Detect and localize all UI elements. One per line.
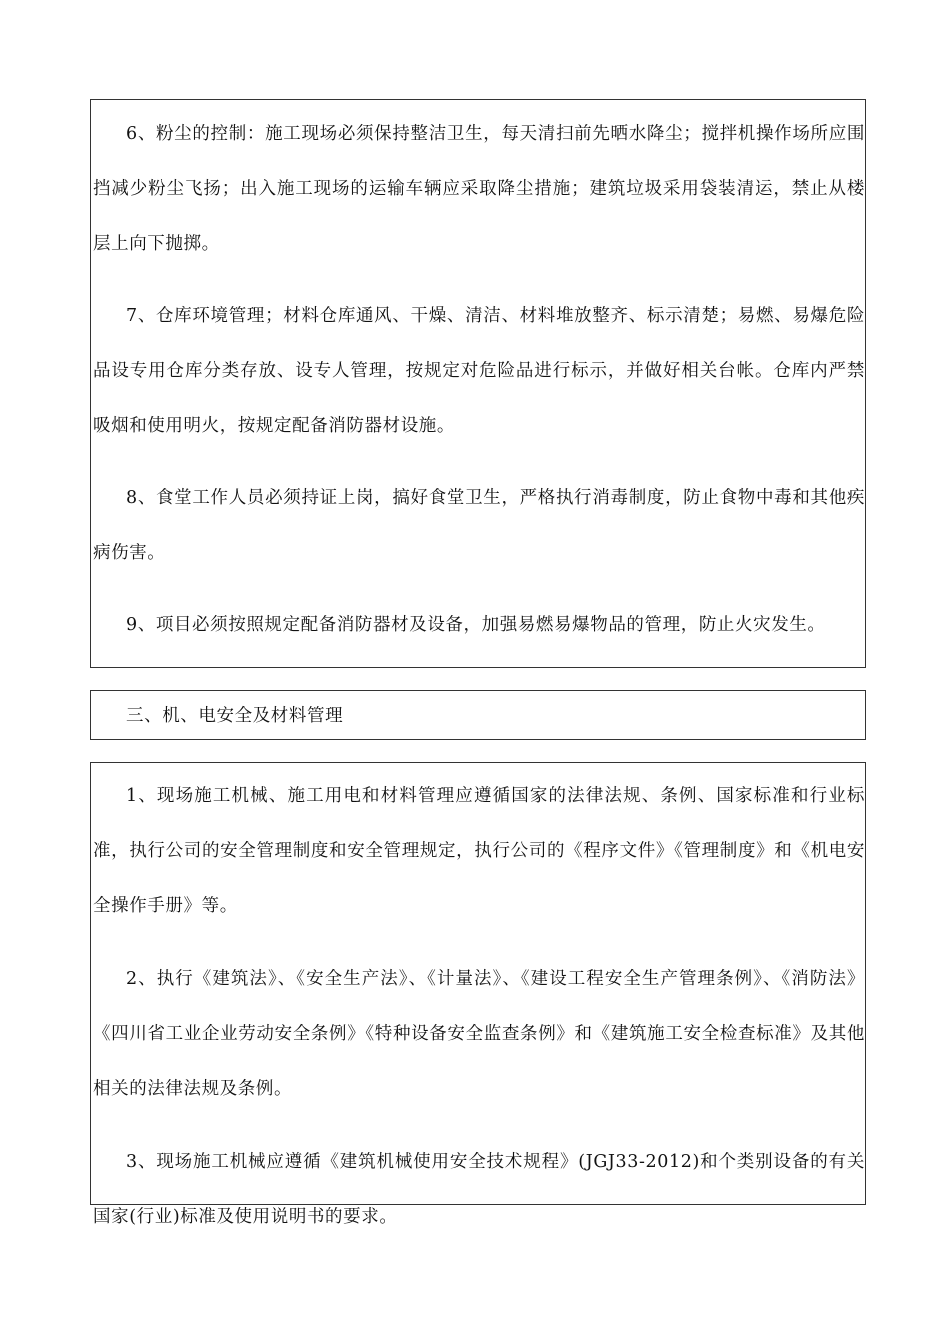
environment-measures-box xyxy=(90,99,866,668)
paragraph-warehouse-management: 7、仓库环境管理；材料仓库通风、干燥、清洁、材料堆放整齐、标示清楚；易燃、易爆危险品设专用仓库分类存放、设专人管理，按规定对危险品进行标示，并做好相关台帐。仓库内严禁吸烟和使用明火，按规定配备消防器材设施。 xyxy=(93,306,865,436)
paragraph-fire-prevention: 9、项目必须按照规定配备消防器材及设备，加强易燃易爆物品的管理，防止火灾发生。 xyxy=(126,615,826,635)
mechanical-electrical-box xyxy=(90,762,866,1227)
paragraph-machinery-standards: 3、现场施工机械应遵循《建筑机械使用安全技术规程》(JGJ33-2012)和个类别设备的有关国家(行业)标准及使用说明书的要求。 xyxy=(93,1152,865,1227)
paragraph-dust-control: 6、粉尘的控制：施工现场必须保持整洁卫生，每天清扫前先晒水降尘；搅拌机操作场所应围挡减少粉尘飞扬；出入施工现场的运输车辆应采取降尘措施；建筑垃圾采用袋装清运，禁止从楼层上向下抛掷。 xyxy=(93,124,865,254)
section-heading-box xyxy=(90,690,866,740)
paragraph-canteen-hygiene: 8、食堂工作人员必须持证上岗，搞好食堂卫生，严格执行消毒制度，防止食物中毒和其他疾病伤害。 xyxy=(93,488,865,563)
paragraph-applicable-laws: 2、执行《建筑法》、《安全生产法》、《计量法》、《建设工程安全生产管理条例》、《消防法》《四川省工业企业劳动安全条例》《特种设备安全监查条例》和《建筑施工安全检查标准》及其他相关的法律法规及条例。 xyxy=(93,969,865,1099)
paragraph-regulations-compliance: 1、现场施工机械、施工用电和材料管理应遵循国家的法律法规、条例、国家标准和行业标准，执行公司的安全管理制度和安全管理规定，执行公司的《程序文件》《管理制度》和《机电安全操作手册》等。 xyxy=(93,786,865,916)
section-heading: 三、机、电安全及材料管理 xyxy=(126,706,344,726)
